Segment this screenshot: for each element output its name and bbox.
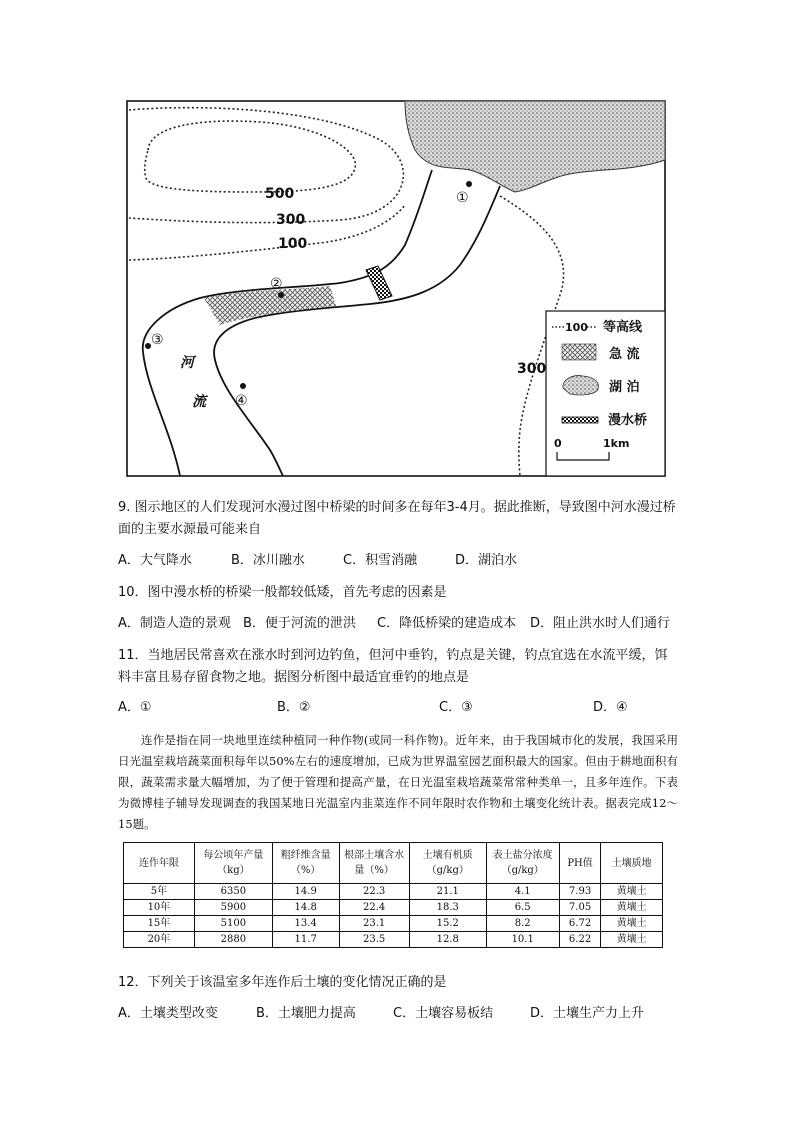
legend-rapids-label: 急 流 xyxy=(609,347,640,362)
table-cell: 5900 xyxy=(194,900,272,916)
contour-label-500: 500 xyxy=(265,186,295,202)
table-row xyxy=(124,932,663,948)
legend xyxy=(546,311,665,476)
q9-option-a[interactable]: A．大气降水 xyxy=(118,553,192,568)
q12-option-d[interactable]: D．土壤生产力上升 xyxy=(530,1006,645,1021)
table-cell: 7.93 xyxy=(559,884,601,900)
table-cell: 22.4 xyxy=(339,900,409,916)
q11-option-c[interactable]: C．③ xyxy=(439,700,473,715)
table-cell: 20年 xyxy=(124,932,195,948)
q11-stem: 11．当地居民常喜欢在涨水时到河边钓鱼，但河中垂钓，钓点是关键，钓点宜选在水流平缓，饵料丰富且易存留食物之地。据图分析图中最适宜垂钓的地点是 xyxy=(118,648,668,685)
river-label-he: 河 xyxy=(180,355,194,371)
point-4-dot xyxy=(240,383,246,389)
passage xyxy=(118,730,678,835)
legend-scale-zero: 0 xyxy=(554,437,562,450)
table-cell: 4.1 xyxy=(486,884,559,900)
table-cell: 15.2 xyxy=(409,916,486,932)
table-header: 连作年限 xyxy=(124,843,195,884)
legend-contour-sample: 100 xyxy=(565,321,588,334)
table-cell: 18.3 xyxy=(409,900,486,916)
table-cell: 15年 xyxy=(124,916,195,932)
legend-lake-label: 湖 泊 xyxy=(609,380,640,395)
legend-lake-swatch xyxy=(563,376,598,395)
q12-option-c[interactable]: C．土壤容易板结 xyxy=(393,1006,494,1021)
table-header: 土壤有机质（g/kg） xyxy=(409,843,486,884)
legend-bridge-swatch xyxy=(562,417,598,423)
table-cell: 5100 xyxy=(194,916,272,932)
contour-label-100: 100 xyxy=(278,236,308,252)
table-row xyxy=(124,916,663,932)
contour-label-300: 300 xyxy=(276,212,306,228)
table-cell: 22.3 xyxy=(339,884,409,900)
q10-option-a[interactable]: A．制造人造的景观 xyxy=(118,616,231,631)
q9-option-d[interactable]: D．湖泊水 xyxy=(455,553,518,568)
table-header-row xyxy=(124,843,663,884)
q9-option-b[interactable]: B．冰川融水 xyxy=(231,553,305,568)
passage-text: 连作是指在同一块地里连续种植同一种作物(或同一科作物)。近年来，由于我国城市化的发展，我国采用日光温室栽培蔬菜面积每年以50%左右的速度增加，已成为世界温室园艺面积最大的国家。但由于耕地面积有限，蔬菜需求量大幅增加，为了便于管理和提高产量，在日光温室栽培蔬菜常常种类单一，且多年连作。下表为微博桂子辅导发现调查的我国某地日光温室内韭菜连作不同年限时农作物和土壤变化统计表。据表完成12～15题。 xyxy=(118,733,678,831)
table-cell: 黄壤土 xyxy=(601,932,663,948)
q11-option-d[interactable]: D．④ xyxy=(593,700,628,715)
legend-rapids-swatch xyxy=(562,344,596,360)
point-2-dot xyxy=(278,292,284,298)
table-cell: 10年 xyxy=(124,900,195,916)
legend-contour-label: 等高线 xyxy=(603,320,643,335)
table-cell: 8.2 xyxy=(486,916,559,932)
contour-label-300-right: 300 xyxy=(517,361,547,377)
table-header: 粗纤维含量（%） xyxy=(272,843,339,884)
table-cell: 10.1 xyxy=(486,932,559,948)
q10-stem: 10．图中漫水桥的桥梁一般都较低矮，首先考虑的因素是 xyxy=(118,585,447,600)
table-cell: 23.5 xyxy=(339,932,409,948)
table-header: 每公顷年产量（kg） xyxy=(194,843,272,884)
q11-option-a[interactable]: A．① xyxy=(118,700,152,715)
table-cell: 5年 xyxy=(124,884,195,900)
table-cell: 12.8 xyxy=(409,932,486,948)
point-1-dot xyxy=(466,181,472,187)
q10-option-c[interactable]: C．降低桥梁的建造成本 xyxy=(377,616,517,631)
q12-stem: 12．下列关于该温室多年连作后土壤的变化情况正确的是 xyxy=(118,975,447,990)
table-cell: 23.1 xyxy=(339,916,409,932)
table-cell: 6.72 xyxy=(559,916,601,932)
river-label-liu: 流 xyxy=(192,394,206,410)
table-cell: 21.1 xyxy=(409,884,486,900)
q12-option-a[interactable]: A．土壤类型改变 xyxy=(118,1006,218,1021)
table-header: 表土盐分浓度（g/kg） xyxy=(486,843,559,884)
table-cell: 11.7 xyxy=(272,932,339,948)
table-cell: 黄壤土 xyxy=(601,916,663,932)
table-cell: 2880 xyxy=(194,932,272,948)
point-4-label: ④ xyxy=(235,393,248,409)
table-row xyxy=(124,884,663,900)
q12-option-b[interactable]: B．土壤肥力提高 xyxy=(256,1006,356,1021)
q11-option-b[interactable]: B．② xyxy=(277,700,311,715)
table-header: PH值 xyxy=(559,843,601,884)
table-header: 土壤质地 xyxy=(601,843,663,884)
q9-stem: 9. 图示地区的人们发现河水漫过图中桥梁的时间多在每年3-4月。据此推断，导致图中河水漫过桥面的主要水源最可能来自 xyxy=(118,500,676,537)
point-1-label: ① xyxy=(456,190,469,206)
crop-soil-table xyxy=(123,842,663,948)
table-header: 根部土壤含水量（%） xyxy=(339,843,409,884)
q9-option-c[interactable]: C．积雪消融 xyxy=(343,553,418,568)
river-map xyxy=(0,0,794,490)
legend-bridge-label: 漫水桥 xyxy=(608,413,648,428)
table-cell: 14.8 xyxy=(272,900,339,916)
q10-option-b[interactable]: B．便于河流的泄洪 xyxy=(243,616,356,631)
table-cell: 13.4 xyxy=(272,916,339,932)
point-2-label: ② xyxy=(270,276,283,292)
table-cell: 黄壤土 xyxy=(601,900,663,916)
table-cell: 6.5 xyxy=(486,900,559,916)
table-cell: 14.9 xyxy=(272,884,339,900)
table-cell: 6350 xyxy=(194,884,272,900)
point-3-label: ③ xyxy=(151,332,164,348)
legend-scale-km: 1km xyxy=(603,437,630,450)
q10-option-d[interactable]: D．阻止洪水时人们通行 xyxy=(530,616,671,631)
table-row xyxy=(124,900,663,916)
table-cell: 6.22 xyxy=(559,932,601,948)
table-cell: 7.05 xyxy=(559,900,601,916)
table-cell: 黄壤土 xyxy=(601,884,663,900)
